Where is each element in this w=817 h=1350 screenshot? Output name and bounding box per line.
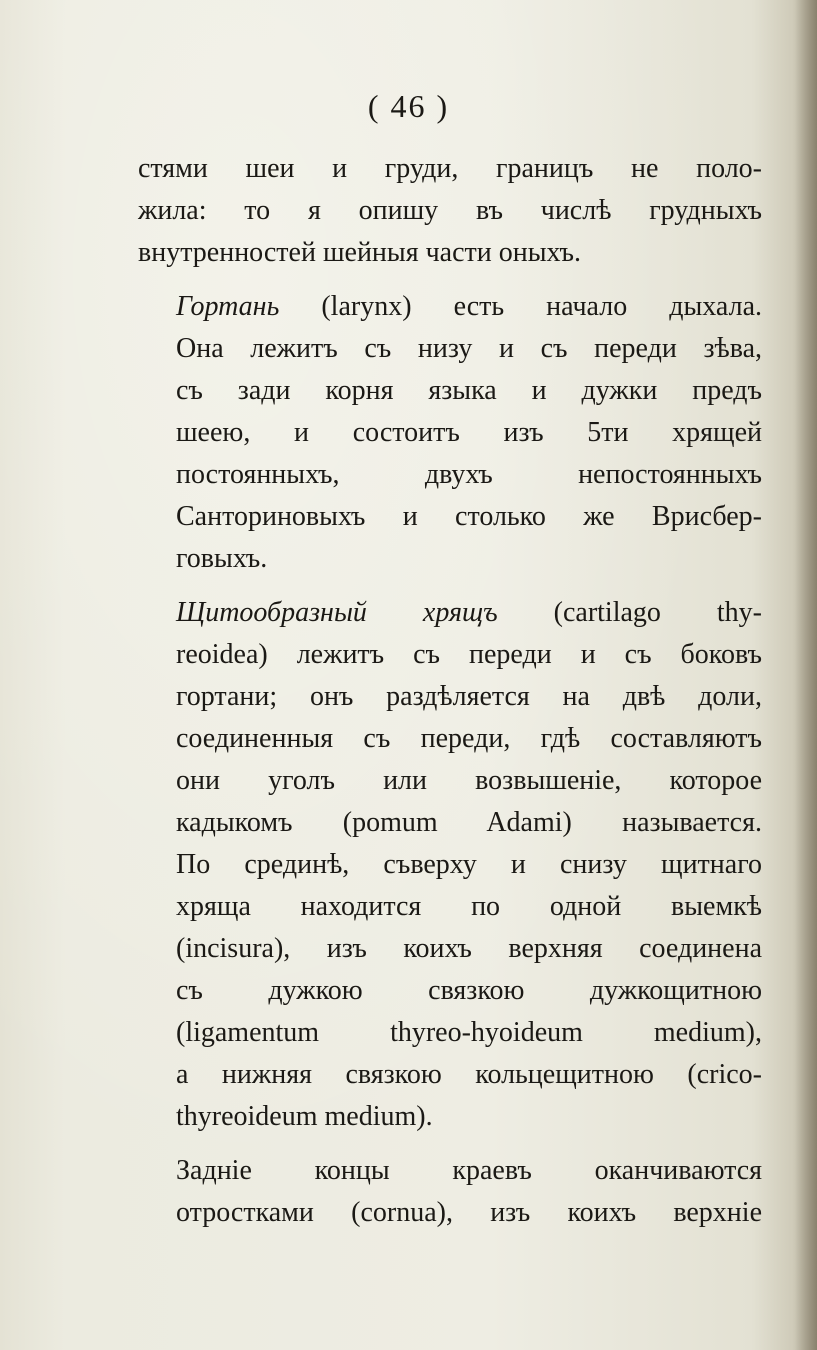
text-line: отростками (cornua), изъ коихъ верхніе (176, 1197, 762, 1228)
paragraph-1 (138, 148, 762, 274)
page-edge-shadow (795, 0, 817, 1350)
paragraph-4 (138, 1150, 762, 1234)
term-larynx: Гортань (176, 291, 280, 322)
text-line: (ligamentum thyreo-hyoideum medium), (176, 1017, 762, 1048)
text-line: стями шеи и груди, границъ не поло- (138, 153, 762, 184)
text-fragment: (cartilago thy- (497, 597, 762, 628)
text-line: (incisura), изъ коихъ верхняя соединена (176, 933, 762, 964)
text-line: постоянныхъ, двухъ непостоянныхъ (176, 459, 762, 490)
text-line: съ зади корня языка и дужки предъ (176, 375, 762, 406)
text-line: Санториновыхъ и столько же Врисбер- (176, 501, 762, 532)
text-line: Она лежитъ съ низу и съ переди зѣва, (176, 333, 762, 364)
text-line: кадыкомъ (pomum Adami) называется. (176, 807, 762, 838)
text-line: хряща находится по одной выемкѣ (176, 891, 762, 922)
text-line: По срединѣ, съверху и снизу щитнаго (176, 849, 762, 880)
text-line: жила: то я опишу въ числѣ грудныхъ (138, 195, 762, 226)
text-line: гортани; онъ раздѣляется на двѣ доли, (176, 681, 762, 712)
text-line: reoidea) лежитъ съ переди и съ боковъ (176, 639, 762, 670)
text-line: они уголъ или возвышеніе, которое (176, 765, 762, 796)
text-line (138, 286, 762, 328)
text-line: шеею, и состоитъ изъ 5ти хрящей (176, 417, 762, 448)
text-line (138, 592, 762, 634)
term-thyroid-cartilage: Щитообразный хрящъ (176, 597, 498, 628)
paragraph-thyroid-cartilage (138, 592, 762, 1138)
text-line: внутренностей шейныя части оныхъ. (138, 237, 581, 268)
body-text (138, 148, 762, 1239)
text-line: съ дужкою связкою дужкощитною (176, 975, 762, 1006)
text-line: Задніе концы краевъ оканчиваются (176, 1155, 762, 1186)
text-line: а нижняя связкою кольцещитною (crico- (176, 1059, 762, 1090)
page-number: ( 46 ) (367, 88, 450, 124)
text-line: говыхъ. (176, 543, 268, 574)
text-line: соединенныя съ переди, гдѣ составляютъ (176, 723, 762, 754)
text-line: thyreoideum medium). (176, 1101, 433, 1132)
text-fragment: (larynx) есть начало дыхала. (279, 291, 762, 322)
paragraph-larynx (138, 286, 762, 580)
